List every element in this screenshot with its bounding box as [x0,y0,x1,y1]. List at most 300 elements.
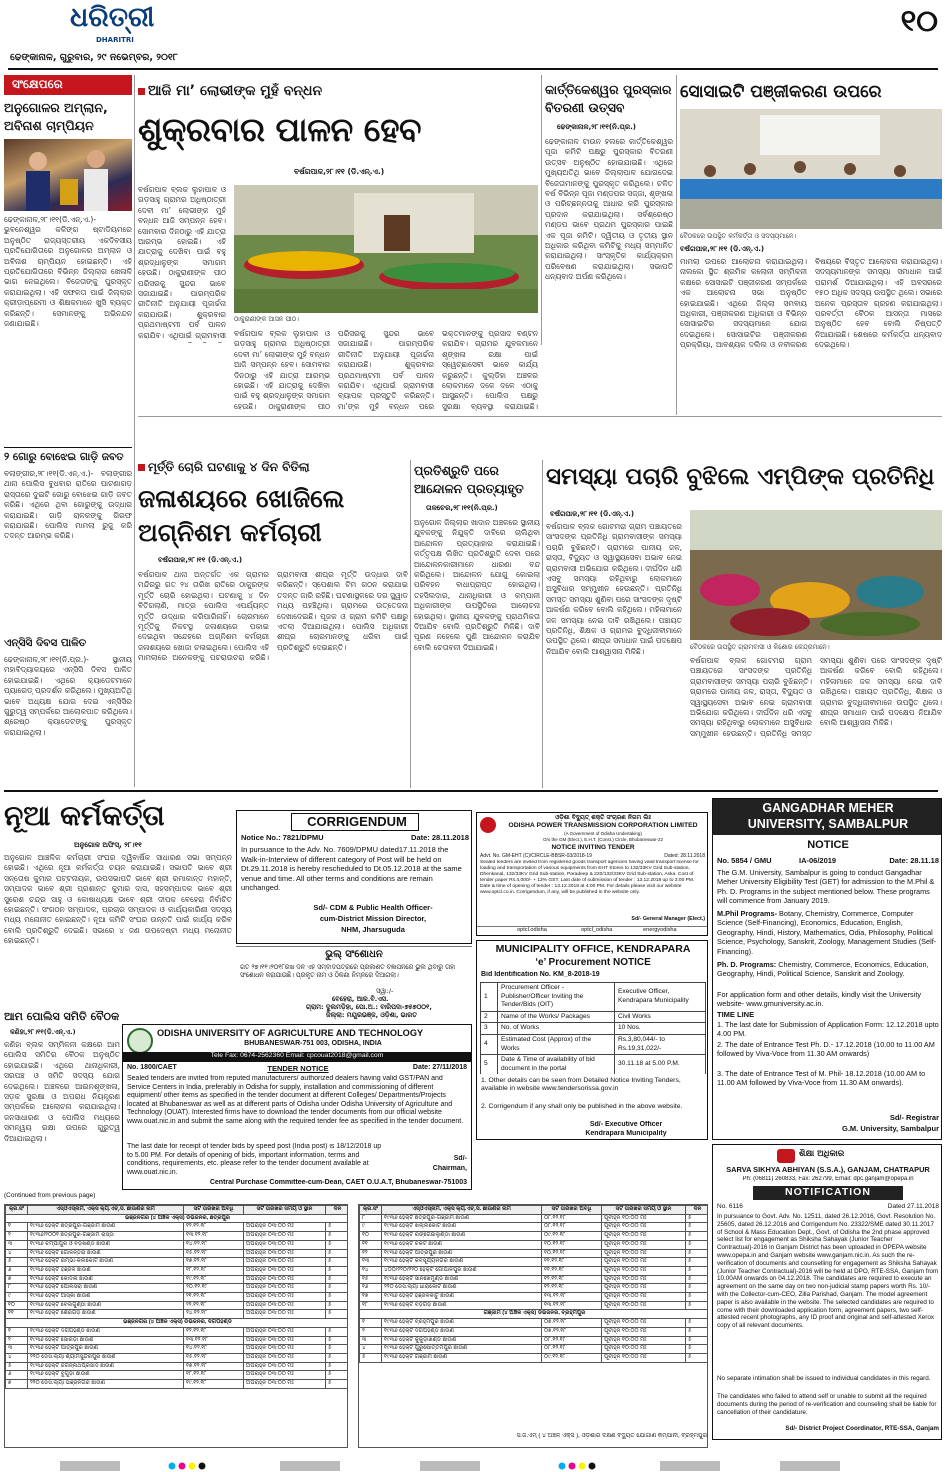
table-cell: ଅପରାହ୍ନ ୦୩:୦୦ ମିଃ [244,1223,326,1232]
table-cell: ୧୯୩୬ ହେକ୍ଟ ବୁଗୁଡ଼ା ଛାଉଣି [28,1371,184,1380]
municipality-table-cell: Date & Time of availability of bid document in the portal [498,1055,615,1074]
mp-body: ବର୍ଷଗପାଳ ବ୍ଲକ ଗୋଟମରା ଗ୍ରାମ ପଞ୍ଚାୟତରେ ସାଂସଦଙ୍କ ପ୍ରତିନିଧି ଗ୍ରାମବାସୀଙ୍କ ସମସ୍ୟା ପଚାରି ବୁଝିଛନ୍ତି। ଗ୍ରାମରେ ପାନୀୟ ଜଳ, ରାସ୍ତା, ବିଦ୍ୟୁତ ଓ ସ୍ୱାସ୍ଥ୍ୟସେବା ଅଭାବ ନେଇ ଗ୍ରାମବାସୀ ଅଭିଯୋଗ କରିଥିଲେ। ଦୀର୍ଘଦିନ ଧରି ଏସବୁ ସମସ୍ୟା ରହିଥିବାରୁ ଲୋକମାନେ ଅସୁବିଧାର ସମ୍ମୁଖୀନ ହେଉଛନ୍ତି। ପ୍ରତିନିଧି ସମସ୍ତ ସମସ୍ୟା ଶୁଣିବା ପରେ ସାଂସଦଙ୍କ ଦୃଷ୍ଟି ଆକର୍ଷଣ କରିବେ ବୋଲି କହିଥିଲେ। ମହିଳାମାନେ ଜଳ ସମସ୍ୟା ନେଇ ଦାବି ରଖିଥିଲେ। ପଞ୍ଚାୟତ ପ୍ରତିନିଧି, ଶିକ୍ଷକ ଓ ଗ୍ରାମର ବୁଦ୍ଧିଜୀବୀମାନେ ଉପସ୍ଥିତ ଥିଲେ। ଶୀଘ୍ର ସମାଧାନ ପାଇଁ ପଦକ୍ଷେପ ନିଆଯିବ ବୋଲି ଆଶ୍ୱାସନା ମିଳିଛି। [546,522,682,656]
municipality-table-row [481,983,706,1012]
table-row [360,1310,709,1319]
lead-kicker [138,83,538,103]
table-cell: ୧୦ [6,1301,28,1310]
table-cell: ୧୫.୧୨.୧୮ [184,1353,244,1362]
municipality-table-cell: Civil Works [615,1011,706,1023]
table-cell: ୧୫.୧୨.୧୮ [184,1249,244,1258]
table-cell: ୨୪.୧୨.୧୮ [184,1310,244,1319]
agitation-story [414,460,540,788]
table-cell: ପୂର୍ବାହ୍ନ ୧୦:୦୦ ମିଃ [602,1275,686,1284]
table-row [360,1293,709,1302]
table-cell: ୫ [686,1345,709,1354]
table-cell: ୫ [686,1275,709,1284]
table-cell: ଅପରାହ୍ନ ୦୩:୦୦ ମିଃ [244,1232,326,1241]
municipality-note-2: 2. Corrigendum if any shall only be published in the above website. [481,1103,683,1110]
table-cell: ୩ [6,1240,28,1249]
officers-headline: ନୂଆ କର୍ମକର୍ତ୍ତା [4,799,165,832]
table-cell: ୫ [326,1232,349,1241]
table-cell: ୧୮.୧୨.୧୮ [184,1266,244,1275]
table-cell: ୧୯୩୬ ହେକ୍ଟ ଗୋଳନ୍ତରା ଛାଉଣି [28,1249,184,1258]
table-cell: ଅପରାହ୍ନ ୦୩:୦୦ ମିଃ [244,1327,326,1336]
table-cell: ପୂର୍ବାହ୍ନ ୧୦:୦୦ ମିଃ [602,1353,686,1362]
masthead-logo-sub: DHARITRI [96,36,134,44]
ouat-title: ODISHA UNIVERSITY OF AGRICULTURE AND TECHNOLOGY [157,1028,424,1038]
table-cell: ୧୯୩୬ ହେକ୍ଟ ଦିଗପହଣ୍ଡି ଛାଉଣି [28,1327,184,1336]
table-cell: ୭ [6,1275,28,1284]
optcl-title: ODISHA POWER TRANSMISSION CORPORATION LIMITED [508,822,698,829]
optcl-logo-icon [480,817,496,833]
table-cell: ୫ [686,1293,709,1302]
table-cell: ୪ [6,1353,28,1362]
table-cell: ଅପରାହ୍ନ ୦୩:୦୦ ମିଃ [244,1284,326,1293]
officers-story [4,795,232,1007]
table-row [6,1336,349,1345]
table-cell: ୧୪.୧୨.୧୮ [184,1240,244,1249]
table-cell: ୧୯୩୬ ହେକ୍ଟ ଛତ୍ରପୁର-ଗଞ୍ଜାମ ଛାଉଣି [28,1223,184,1232]
table-cell: ୫ [326,1327,349,1336]
table-cell: ପୂର୍ବାହ୍ନ ୧୦:୦୦ ମିଃ [602,1293,686,1302]
table-cell: ୫ [326,1293,349,1302]
crowd-photo-icon [690,510,942,640]
brief-headline-3: ଏନ୍‌ସିସି ଦିବସ ପାଳିତ [4,637,87,649]
table-cell: ୨୨୦ ଡେସି.ଲ୍ୟା ଧାରାକୋଟ ଛାଉଣି [382,1284,542,1293]
table-row [360,1266,709,1275]
table-cell: ୦୯.୧୨.୧୮ [542,1232,602,1241]
table-row [360,1327,709,1336]
table-cell: ୧୯୩୬ ଚମ୍ପାପୁର ଓ ବଡ଼ଖଣ୍ଡି ଛାଉଣି [28,1240,184,1249]
brief-headline-2: ୨ ଗୋରୁ ବୋଝେଇ ଗାଡ଼ି ଜବତ [4,451,124,463]
table-cell: ଅପରାହ୍ନ ୦୩:୦୦ ମିଃ [244,1353,326,1362]
table-cell: ପୂର୍ବାହ୍ନ ୧୦:୦୦ ମିଃ [602,1345,686,1354]
table-row [6,1380,349,1389]
table-cell: ୧୯୩୬ ହେକ୍ଟ ପୁରୁଷୋତ୍ତମପୁର ଛାଉଣି [382,1345,542,1354]
brief-photo [4,139,132,211]
table-cell: ୨ [6,1232,28,1241]
table-cell: ୫ [686,1336,709,1345]
lead-body-col1: ବର୍ଷଗପାଳ ବ୍ଲକ ଲୁହାପାଳ ଓ ଗଡ଼ସାହୁ ଗ୍ରାମର ଅଧିଷ୍ଠାତ୍ରୀ ଦେବୀ ମା’ ଲୋଭୀଙ୍କ ମୁହଁ ବନ୍ଧନ ଆଜି ସମ୍ପନ୍ନ ହେବ। ସୋମବାର ଦିନଠାରୁ ଏହି ଯାତ୍ରା ଆରମ୍ଭ ହୋଇଛି। ଏହି ଯାତ୍ରାକୁ ଦେଖିବା ପାଇଁ ବହୁ ଶ୍ରଦ୍ଧାଳୁଙ୍କ ସମାଗମ ହେଉଛି। ଠାକୁରାଣୀଙ୍କ ପୀଠ ପରିସରକୁ ସୁନ୍ଦର ଭାବେ ସଜାଯାଇଛି। ପାରମ୍ପରିକ ରୀତିନୀତି ଅନୁଯାୟୀ ପୂଜାର୍ଚ୍ଚନା କରାଯାଉଛି। ଶୁକ୍ରବାର ପ୍ରଥମାଷ୍ଟମୀ ପର୍ବ ପାଳନ କରାଯିବ। ଏଥିପାଇଁ ଗ୍ରାମବାସୀ [138,185,226,340]
diver-kicker [138,460,408,478]
gmu-timeline-2: 2. The date of Entrance Test Ph. D.- 17.12.2018 (10.00 to 11.00 AM followed by Viva-Voce from 11.30 AM onwards) [717,1040,935,1059]
lead-photo-caption: ଠାକୁରାଣୀଙ୍କ ଆସନ ପୀଠ। [234,315,299,323]
table-cell: ୧୯୩୬ ହେକ୍ଟ କବିସୂର୍ଯ୍ୟନଗର ଛାଉଣି [382,1258,542,1267]
corrigendum-body: In pursuance to the Adv. No. 7609/DPMU dated17.11.2018 the Walk-in-Interview of different category of Post will be held on Dt.29.11.2018 is hereby rescheduled to Dt.05.12.2018 at the same venue and time. All other terms and conditions are remain unchanged. [241,845,462,892]
table-cell: ୫ [686,1240,709,1249]
table-cell: ପୂର୍ବାହ୍ନ ୧୦:୦୦ ମିଃ [602,1240,686,1249]
lead-kicker-text: ଆଜି ମା’ ଲୋଭୀଙ୍କ ମୁହଁ ବନ୍ଧନ [148,83,323,99]
table-cell: ଅପରାହ୍ନ ୦୩:୦୦ ମିଃ [244,1249,326,1258]
table-cell: ୫ [686,1353,709,1362]
table-row [6,1362,349,1371]
table-cell: ୧ [6,1223,28,1232]
officers-byline: ଅନୁଗୋଳ ଅଫିସ୍, ୨୮।୧୧ [74,841,142,849]
table-cell: ୫ [686,1258,709,1267]
table-cell: ୫ [686,1301,709,1310]
table-cell: ୫ [326,1266,349,1275]
ssa-sign: Sd/- District Project Coordinator, RTE-SSA, Ganjam [785,1425,939,1432]
table-cell: ୧୯୩୬ ହେକ୍ଟ ପାତ୍ରପୁର ଛାଉଣି [28,1345,184,1354]
table-cell: ୧୮ [360,1301,382,1310]
ouat-date: Date: 27/11/2018 [412,1064,467,1071]
municipality-bid: Bid Identification No. KM_8-2018-19 [481,971,600,978]
ssa-notice [712,1144,942,1440]
gmu-phd-list: Chemistry, Commerce, Economics, Education, Geography, Hindi, Political Science, Sanskrit and Zoology. [717,960,929,979]
table-cell: ୧୯୩୬ ହେକ୍ଟ ବେଲଗୁଣ୍ଠା ଛାଉଣି [28,1301,184,1310]
lead-body-lower: ବର୍ଷଗପାଳ ବ୍ଲକ ଲୁହାପାଳ ଓ ଗଡ଼ସାହୁ ଗ୍ରାମର ଅଧିଷ୍ଠାତ୍ରୀ ଦେବୀ ମା’ ଲୋଭୀଙ୍କ ମୁହଁ ବନ୍ଧନ ଆଜି ସମ୍ପନ୍ନ ହେବ। ସୋମବାର ଦିନଠାରୁ ଏହି ଯାତ୍ରା ଆରମ୍ଭ ହୋଇଛି। ଏହି ଯାତ୍ରାକୁ ଦେଖିବା ପାଇଁ ବହୁ ଶ୍ରଦ୍ଧାଳୁଙ୍କ ସମାଗମ ହେଉଛି। ଠାକୁରାଣୀଙ୍କ ପୀଠ ପରିସରକୁ ସୁନ୍ଦର ଭାବେ ସଜାଯାଇଛି। ପାରମ୍ପରିକ ରୀତିନୀତି ଅନୁଯାୟୀ ପୂଜାର୍ଚ୍ଚନା କରାଯାଉଛି। ଶୁକ୍ରବାର ପ୍ରଥମାଷ୍ଟମୀ ପର୍ବ ପାଳନ କରାଯିବ। ଏଥିପାଇଁ ଗ୍ରାମବାସୀ ବ୍ୟାପକ ପ୍ରସ୍ତୁତି କରିଛନ୍ତି। ମା’ଙ୍କ ମୁହଁ ବନ୍ଧନ ପରେ ଭକ୍ତମାନଙ୍କୁ ପ୍ରସାଦ ବଣ୍ଟନ କରାଯିବ। ଗ୍ରାମର ଯୁବକମାନେ ଶୃଙ୍ଖଳା ରକ୍ଷା ପାଇଁ ସ୍ୱେଚ୍ଛାସେବୀ ଭାବେ କାର୍ଯ୍ୟ କରୁଛନ୍ତି। କୁଲ୍ଡିହା ଅଞ୍ଚଳର ଲୋକମାନେ ଦଳେ ଦଳେ ଏଠାକୁ ଆସୁଛନ୍ତି। ପୋଲିସ ପକ୍ଷରୁ ସୁରକ୍ଷା ବ୍ୟବସ୍ଥା କରାଯାଇଛି। [234,329,538,411]
registration-marks-icon [0,1459,945,1472]
masthead-dateline: ଢେଙ୍କାନାଳ, ଗୁରୁବାର, ୨୯ ନଭେମ୍ବର, ୨୦୧୮ [10,52,178,63]
gmu-timeline-1: 1. The last date for Submission of Application Form: 12.12.2018 upto 4.00 PM. [717,1020,939,1039]
agitation-body: ଅନୁଗୋଳ ଜିଲ୍ଲାର ଖାଦାନ ଅଞ୍ଚଳରେ ସ୍ଥାନୀୟ ଯୁବକଙ୍କୁ ନିଯୁକ୍ତି ଦାବିରେ ଚାଲିଥିବା ଆନ୍ଦୋଳନ ପ୍ରତ୍ୟାହାର କରାଯାଇଛି। କର୍ତ୍ତୃପକ୍ଷ ଲିଖିତ ପ୍ରତିଶ୍ରୁତି ଦେବା ପରେ ଆନ୍ଦୋଳନକାରୀମାନେ ଧାରଣା ବନ୍ଦ କରିଥିଲେ। ଆନ୍ଦୋଳନ ଯୋଗୁ କୋଇଲା ପରିବହନ ବାଧାପ୍ରାପ୍ତ ହୋଇଥିଲା। ତହସିଲଦାର, ଥାନାଧିକାରୀ ଓ କମ୍ପାନୀ ଅଧିକାରୀଙ୍କ ଉପସ୍ଥିତିରେ ଆଲୋଚନା ହୋଇଥିଲା। ସ୍ଥାନୀୟ ଯୁବକଙ୍କୁ ପ୍ରାଥମିକତା ଦିଆଯିବ ବୋଲି ପ୍ରତିଶ୍ରୁତି ମିଳିଛି। ଦାବି ପୂରଣ ନହେଲେ ପୁଣି ଆନ୍ଦୋଳନ କରାଯିବ ବୋଲି ଚେତାବନୀ ଦିଆଯାଇଛି। [414,518,540,652]
table-cell: ୧୩.୧୨.୧୮ [542,1301,602,1310]
municipality-table-row [481,1023,706,1035]
municipality-table-cell: 2 [481,1011,498,1023]
table-cell: ଅପରାହ୍ନ ୦୩:୦୦ ମିଃ [244,1310,326,1319]
table-cell: ୫ [326,1249,349,1258]
table-cell: ୫ [326,1353,349,1362]
table-row [360,1284,709,1293]
table-cell: ୦୮.୧୨.୧୮ [542,1223,602,1232]
table-cell: ଅପରାହ୍ନ ୦୩:୦୦ ମିଃ [244,1336,326,1345]
ssa-logo: ଶିକ୍ଷା ଅଧିକାର [799,1149,845,1159]
gmu-mphil [717,909,939,959]
table-cell: ୫ [326,1345,349,1354]
ouat-tel: Tele Fax: 0674-2562360 Email: cpcouat2018@gmail.com [210,1052,384,1059]
table-cell: ୦୮.୧୨.୧୮ [542,1214,602,1223]
bhul-body: ଗତ ୨୭।୧୧।୨୦୧୮ରିଖ ଦିନ ଏହି ସମ୍ବାଦପତ୍ରରେ ପ୍ରକାଶିତ ବିଜ୍ଞାପନରେ ଭୁଲ ଥିବାରୁ ତାହା ସଂଶୋଧନ କରାଯାଉଛି। ପ୍ରକୃତ ନାମ ଓ ଠିକଣା ନିମ୍ନରେ ଦିଆଗଲା। [240,964,456,979]
corrigendum-notice [236,810,472,944]
optcl-social-3[interactable]: energyodisha [643,927,677,933]
municipality-title: MUNICIPALITY OFFICE, KENDRAPARA [495,943,691,955]
table-header-cell: ସର୍ଟ ତାରିଖର ଅବଧି [542,1206,602,1215]
gmu-sign-2: G.M. University, Sambalpur [842,1124,939,1133]
ouat-logo-icon [127,1028,153,1054]
table-cell: ୦୮.୧୨.୧୮ [542,1345,602,1354]
table-cell: ୩ [360,1336,382,1345]
mp-story [546,460,942,788]
corrigendum-sign-3: NHM, Jharsuguda [341,925,405,934]
gmu-timeline-3: 3. The date of Entrance Test of M. Phil- 18.12.2018 (10.00 AM to 11.00 AM followed by Viva-Voce from 11.30 AM onwards). [717,1069,926,1088]
table-cell: ୧୯୩୬ ହେକ୍ଟ ଚିକିଟି ଛାଉଣି [382,1240,542,1249]
mp-headline: ସମସ୍ୟା ପଚାରି ବୁଝିଲେ ଏମ୍‌ପିଙ୍କ ପ୍ରତିନିଧି [546,464,935,490]
table-cell: ୧୦ [360,1232,382,1241]
table-cell: ୫ [326,1223,349,1232]
municipality-table-cell: 10 Nos. [615,1023,706,1035]
table-row [6,1319,349,1328]
table-cell: ୫ [326,1371,349,1380]
municipality-sign-2: Kendrapara Municipality [585,1130,667,1137]
kicker-bullet-icon [138,464,145,471]
table-cell: ୪ [6,1249,28,1258]
ouat-tender-title: TENDER NOTICE [267,1064,329,1073]
table-row [6,1345,349,1354]
meeting-photo-icon [680,109,942,229]
table-cell: ୧୯୩୬ ହେକ୍ଟ ଗଞ୍ଜାମ ଛାଉଣି [382,1353,542,1362]
ouat-notice [122,1024,472,1190]
police-story [4,1010,120,1200]
optcl-notice [476,812,708,936]
table-section-cell: ଭଞ୍ଜନଗର (୪ ଅଞ୍ଚଳ ଏକ୍ସ) ଡିଭିଜନର, ଛତ୍ରପୁର [6,1214,349,1223]
table-cell: ୧୩.୧୨.୧୮ [542,1293,602,1302]
table-row [360,1249,709,1258]
corrigendum-title: CORRIGENDUM [307,814,407,829]
bhul-notice [236,946,472,1020]
table-cell: ପୂର୍ବାହ୍ନ ୧୦:୦୦ ମିଃ [602,1266,686,1275]
brief-body-3: ଢେଙ୍କାନାଳ,୨୮।୧୧(ନି.ପ୍ର.)- ସ୍ଥାନୀୟ ମହାବିଦ୍ୟାଳୟରେ ଏନ୍‌ସିସି ଦିବସ ପାଳିତ ହୋଇଯାଇଛି। ଏଥିରେ କ୍ୟାଡେଟମାନେ ପ୍ୟାରେଡ୍ ପ୍ରଦର୍ଶନ କରିଥିଲେ। ମୁଖ୍ୟଅତିଥି ଭାବେ ଅଧ୍ୟକ୍ଷ ଯୋଗ ଦେଇ ଏନ୍‌ସିସିର ଗୁରୁତ୍ୱ ସମ୍ପର୍କରେ ଆଲୋକପାତ କରିଥିଲେ। ଶ୍ରେଷ୍ଠ କ୍ୟାଡେଟଙ୍କୁ ପୁରସ୍କୃତ କରାଯାଇଥିଲା। [4,655,132,737]
table-row [360,1301,709,1310]
ouat-no: No. 1800/CAET [127,1064,177,1071]
gmu-phd [717,960,939,990]
table-cell: ୧୬ [360,1284,382,1293]
table-cell: ୫ [326,1284,349,1293]
gmu-ia: IA-06/2019 [799,856,837,865]
municipality-sign-1: Sd/- Executive Officer [589,1121,663,1128]
table-row [6,1232,349,1241]
table-header-cell: କ୍ର.ସଂ [360,1206,382,1215]
ouat-body: Sealed tenders are invited from reputed manufacturers/ authorized dealers having valid GST/PAN and Service Centers in India, preferably in Odisha for supply, installation and commissioning of different equipment/ other items as specified in the tender document at different Colleges/ Departments/Projects located at Bhubaneswar as well as at different parts of Odisha under Odisha University of Agriculture and Technology (OUAT). Interested firms have to download the tender documents from our official website www.ouat.nic.in and submit the same along with the required tender fee as specified in the tender document. [127,1075,464,1125]
table-cell: ୧୧.୧୨.୧୮ [542,1258,602,1267]
optcl-social-2[interactable]: optcl_odisha [581,927,613,933]
gmu-phd-heading: Ph. D. Programs: [717,960,777,969]
table-row [360,1232,709,1241]
municipality-table-cell: Executive Officer, Kendrapara Municipality [615,983,706,1012]
bhul-addr: ଗ୍ରାମ: ଦୁଲମଡ଼ିହା, ପୋ.ଅ.: ବାରିପଦା-୭୫୭୦୦୧, [306,1003,432,1011]
table-cell: ୧୮.୧୨.୧୮ [184,1371,244,1380]
ssa-nosep: No separate intimation shall be issued to individual candidates in this regard. [717,1375,931,1382]
table-cell: ୫ [686,1319,709,1328]
lead-story [138,75,538,343]
police-byline: କଣିହା,୨୮।୧୧(ଡି.ଏନ୍.ଏ.) [10,1028,76,1036]
table-cell: ୧୯୩୬ ହେକ୍ଟ ଆସ୍କା ଛାଉଣି [28,1293,184,1302]
table-cell: ପୂର୍ବାହ୍ନ ୧୦:୦୦ ମିଃ [602,1301,686,1310]
table-cell: ୧୨.୧୨.୧୮ [184,1327,244,1336]
municipality-table-cell: Procurement Officer - Publisher/Officer Inviting the Tender/Bids (OIT) [498,983,615,1012]
continued-footer: ସି.ଜି.ଏମ୍ ( ୪ ଅଞ୍ଚଳ ଏକ୍ସ ), ଓଡ଼ିଶାର ଦକ୍ଷିଣ ବିଦ୍ୟୁତ ଯୋଗାଣ କମ୍ପାନୀ, ବ୍ରହ୍ମପୁର [516,1433,707,1439]
table-cell: ୫ [326,1258,349,1267]
ouat-sign-2: Chairman, [432,1165,467,1172]
table-cell: ୧୯୩୬ ହେକ୍ଟ ରଙ୍ଗେଇଲୁଣ୍ଡା ଛାଉଣି [382,1232,542,1241]
table-header-cell: ସର୍ଟ ତାରିଖର ଅବଧି [184,1206,244,1215]
municipality-table-cell: Rs.3,80,044/- to Rs.19,31,022/- [615,1034,706,1054]
table-cell: ଅପରାହ୍ନ ୦୩:୦୦ ମିଃ [244,1275,326,1284]
brief-body-1: ଢେଙ୍କାନାଳ,୨୮।୧୧(ଡି.ଏନ୍.ଏ.)- ଭୁବନେଶ୍ୱର କଳିଙ୍ଗ ଷ୍ଟାଡିୟମରେ ଅନୁଷ୍ଠିତ ରାଜ୍ୟସ୍ତରୀୟ ଏକଦିବସୀୟ ପ୍ରତିଯୋଗିତାରେ ଅନୁଗୋଳର ଅମ୍ଲାନ ଓ ଅବିନାଶ ଚାମ୍ପିୟନ ହୋଇଛନ୍ତି। ଏହି ପ୍ରତିଯୋଗିତାରେ ବିଭିନ୍ନ ଜିଲ୍ଲାର ଖେଳାଳି ଭାଗ ନେଇଥିଲେ। ବିଜେତାଙ୍କୁ ପୁରସ୍କୃତ କରାଯାଇଥିଲା। ଏହି ସଫଳତା ପାଇଁ ଜିଲ୍ଲାର କ୍ରୀଡ଼ାପ୍ରେମୀ ଓ ଶିକ୍ଷକମାନେ ଖୁସି ବ୍ୟକ୍ତ କରିଛନ୍ତି। ସେମାନଙ୍କୁ ଅଭିନନ୍ଦନ ଜଣାଯାଇଛି। [4,215,132,329]
table-cell: ଅପରାହ୍ନ ୦୩:୦୦ ମିଃ [244,1380,326,1389]
table-row [360,1319,709,1328]
table-cell: ୮ [360,1214,382,1223]
municipality-table-wrap [480,982,706,1074]
mp-photo-caption: ବୈଠକରେ ଉପସ୍ଥିତ ଗ୍ରାମବାସୀ ଓ କିଶୋର କେନ୍ଦ୍ରମାନେ। [690,643,830,651]
brief-column [4,75,132,787]
ssa-title: SARVA SIKHYA ABHIYAN (S.S.A.), GANJAM, CHATRAPUR [726,1165,930,1174]
table-cell: ୫ [326,1275,349,1284]
table-row [6,1284,349,1293]
table-cell: ୧୨.୧୨.୧୮ [542,1275,602,1284]
brief-headline-1: ଅନୁଗୋଳର ଅମ୍ଲାନ, ଅବିନାଶ ଚାମ୍ପିୟନ [4,100,108,133]
table-header-cell: ଦିନ [686,1206,709,1215]
table-row [6,1214,349,1223]
table-cell: ୫ [326,1380,349,1389]
continued-table-right-grid [359,1205,708,1363]
table-cell: ୯ [360,1223,382,1232]
table-cell: ଅପରାହ୍ନ ୦୩:୦୦ ମିଃ [244,1362,326,1371]
bhul-sign: ସ୍ୱା:/- [376,987,394,995]
police-headline: ଆମ ପୋଲିସ ସମିତି ବୈଠକ [4,1010,120,1023]
award-story [545,75,673,415]
table-cell: ଅପରାହ୍ନ ୦୩:୦୦ ମିଃ [244,1293,326,1302]
table-cell: ୨ [360,1327,382,1336]
ssa-no: No. 6116 [717,1203,743,1210]
table-cell: ୫ [686,1223,709,1232]
table-header-cell: ଏସ୍‌ଓଏସ୍‌ନାମ, ଏକ୍ସ କ୍ୟ.ଏଚ୍.ସି. ଛାଉଣିର ନାମ [28,1206,184,1215]
optcl-social-1[interactable]: optcl.odisha [517,927,547,933]
optcl-date: Dated: 28.11.2018 [664,853,705,859]
lead-byline: ବର୍ଷଗପାଳ,୨୮।୧୧ (ଡି.ଏନ୍.ଏ.) [294,167,385,176]
municipality-note-1: 1. Other details can be seen from Detailed Notice Inviting Tenders, available in website www.tendersorissa.gov.in [481,1077,681,1093]
table-cell: ୨ [6,1336,28,1345]
table-cell: ୫ [686,1232,709,1241]
table-cell: ୧୭.୧୨.୧୮ [184,1258,244,1267]
table-cell: ୧୧ [360,1240,382,1249]
table-cell: ୦୯.୧୨.୧୮ [542,1353,602,1362]
table-cell: ୧୩ [360,1258,382,1267]
brief-body-2: ବଲାଙ୍ଗୀର,୨୮।୧୧(ଡି.ଏନ୍.ଏ.)- ବଲାଙ୍ଗୀର ଥାନା ପୋଲିସ ବୁଧବାର ରାତିରେ ପାଟଣାଗଡ଼ ରାସ୍ତାରେ ଦୁଇଟି ଗୋରୁ ବୋଝେଇ ଗାଡ଼ି ଜବତ କରିଛି। ଏଥିରେ ଥିବା ଗୋରୁଙ୍କୁ ଉଦ୍ଧାର କରାଯାଇଛି। ଗାଡ଼ି ଚାଳକଙ୍କୁ ଗିରଫ କରାଯାଇଛି। ପୋଲିସ ମାମଲା ରୁଜୁ କରି ତଦନ୍ତ ଆରମ୍ଭ କରିଛି। [4,469,132,541]
table-cell: ୫ [326,1240,349,1249]
table-row [360,1223,709,1232]
table-cell: ୧୦.୧୨.୧୮ [542,1240,602,1249]
table-header-cell: ସର୍ଟ ତାରିଖର ସମୟ ଓ ସ୍ଥାନ [602,1206,686,1215]
gmu-timeline-heading: TIME LINE [717,1010,755,1019]
table-cell: ଅପରାହ୍ନ ୦୩:୦୦ ମିଃ [244,1345,326,1354]
diver-story [138,460,408,788]
shrine-photo-icon [234,185,538,313]
optcl-sign: Sd/- General Manager (Elect.) [631,916,705,922]
optcl-body: Sealed tenders are invited from registered goods transport agencies having valid transport license for loading and transportation of various equipments from EHT Stores to 132/33KV Grid Sub-station, Dhenkanal, 132/33KV Grid Sub-station, Paradeep & 220/132/33KV Grid Sub-station, Aska. Cost of tender paper Rs.4,000/- + 12% GST. Last date of submission of tender : 13.12.2018 up to 3:00 PM. Date & time of opening of tender : 13.12.2018 at 4:00 PM. For details please visit our website www.optcl.co.in. Corrigendum, if any, will be published in the website only. [480,860,699,896]
table-cell: ୧୯୩୬ ହେକ୍ଟ ହିଞ୍ଜିଳି ଛାଉଣି [28,1266,184,1275]
ouat-sign-1: Sd/- [453,1155,467,1162]
table-cell: ୧୯୩୬ ହେକ୍ଟ ଛତ୍ରପୁର-ଗଞ୍ଜାମ ଛାଉଣି [382,1214,542,1223]
optcl-sub: (A Government of Odisha Undertaking) [564,831,642,836]
corrigendum-no: Notice No.: 7821/DPMU [241,833,324,842]
table-row [6,1353,349,1362]
table-cell: ୧୧.୧୨.୧୮ [542,1266,602,1275]
lead-headline: ଶୁକ୍ରବାର ପାଳନ ହେବ [138,110,422,149]
table-cell: ୧୫ [360,1275,382,1284]
table-cell: ୧୯୩୬ ହେକ୍ଟ ଦିଗପହଣ୍ଡି ଛାଉଣି [382,1327,542,1336]
table-header-cell: ଦିନ [326,1206,349,1215]
table-cell: ୫ [326,1301,349,1310]
bhul-dist: ଜିଲ୍ଲା: ମୟୂରଭଞ୍ଜ, ଓଡ଼ିଶା, ଭାରତ [326,1011,417,1019]
award-headline: କାର୍ତ୍ତିକେଶ୍ୱର ପୁରସ୍କାର ବିତରଣୀ ଉତ୍ସବ [545,82,672,115]
table-row [6,1327,349,1336]
table-cell: ଅପରାହ୍ନ ୦୩:୦୦ ମିଃ [244,1301,326,1310]
table-cell: ୫ [686,1327,709,1336]
agitation-headline: ପ୍ରତିଶ୍ରୁତି ପରେ ଆନ୍ଦୋଳନ ପ୍ରତ୍ୟାହୃତ [414,463,524,496]
table-row [360,1275,709,1284]
continued-table-left-grid [5,1205,348,1389]
table-cell: ୦୭.୧୨.୧୮ [542,1327,602,1336]
masthead [0,0,945,70]
society-body: ମାମଲା ଉପରେ ଆଲୋଚନା କରାଯାଇଥିଲା। ନାଲକୋ ସ୍ଥିତ ଶ୍ରମିକ କଲୋନୀ ସମ୍ମିଳନୀ କକ୍ଷରେ ସୋସାଇଟି ପଞ୍ଜୀକରଣ ସମ୍ପର୍କରେ ଏକ ଆଲୋଚନା ସଭା ଅନୁଷ୍ଠିତ ହୋଇଯାଇଛି। ଏଥିରେ ଜିଲ୍ଲା ସମବାୟ ଅଧିକାରୀ, ପଞ୍ଜୀକରଣ ଅଧିକାରୀ ଓ ବିଭିନ୍ନ ସୋସାଇଟିର ସଦସ୍ୟମାନେ ଯୋଗ ଦେଇଥିଲେ। ସୋସାଇଟିର ପଞ୍ଜୀକରଣ ପ୍ରକ୍ରିୟା, ଆବଶ୍ୟକ ଦଲିଲ ଓ ନବୀକରଣ ବିଷୟରେ ବିସ୍ତୃତ ଆଲୋଚନା କରାଯାଇଥିଲା। ସଦସ୍ୟମାନଙ୍କ ସମସ୍ୟା ସମାଧାନ ପାଇଁ ପରାମର୍ଶ ଦିଆଯାଇଥିଲା। ଏହି ଅବସରରେ ୧୫୦ ଅଧିକ ସଦସ୍ୟ ଉପସ୍ଥିତ ଥିଲେ। ସଭାରେ ଅନେକ ପ୍ରସ୍ତାବ ଗ୍ରହଣ କରାଯାଇଥିଲା। ପରବର୍ତ୍ତୀ ବୈଠକ ଆସନ୍ତା ମାସରେ ଅନୁଷ୍ଠିତ ହେବ ବୋଲି ନିଷ୍ପତ୍ତି ନିଆଯାଇଛି। ଶେଷରେ କର୍ମକର୍ତ୍ତା ଧନ୍ୟବାଦ ଦେଇଥିଲେ। [680,257,942,350]
optcl-top: ଓଡ଼ିଶା ବିଦ୍ୟୁତ୍ ଶକ୍ତି ସଂଚାରଣ ନିଗମ ଲିଃ [555,814,651,821]
table-cell: ୭ [6,1380,28,1389]
table-cell: ପୂର୍ବାହ୍ନ ୧୦:୦୦ ମିଃ [602,1336,686,1345]
table-row [6,1293,349,1302]
table-cell: ୧ [360,1319,382,1328]
gmu-no: No. 5854 / GMU [717,856,772,865]
table-cell: ୧୯୩୬ ହେକ୍ଟ କୋଦଳା ଛାଉଣି [28,1275,184,1284]
optcl-addr: O/o the GM (Elect.), E.H.T. (Const.) Circle, Bhubaneswar-22 [542,837,664,842]
table-row [6,1266,349,1275]
ssa-fail: The candidates who failed to attend self or unable to submit all the required documents during the period of re-verification and counseling shall be liable for cancellation of their candidature. [717,1393,937,1416]
table-cell: ୧୯୩୬ ହେକ୍ଟ ରମ୍ଭା-କଲିକୋଟ ଛାଉଣି [28,1258,184,1267]
diver-byline: ବର୍ଷଗପାଳ,୨୮।୧୧ (ଡି.ଏନ୍.ଏ.) [158,556,243,564]
table-cell: ୧୧ [6,1310,28,1319]
table-cell: ୧ [6,1327,28,1336]
table-row [360,1336,709,1345]
gmu-notice-label: NOTICE [807,839,849,851]
table-cell: ୨୨୦ ଡେସି.ଲ୍ୟା ଶ୍ୟାମସୁନ୍ଦରପୁର ଛାଉଣି [28,1353,184,1362]
table-cell: ୧୯୩୬ ହେକ୍ଟ ସୋରଡ଼ା ଛାଉଣି [28,1336,184,1345]
municipality-table-cell: No. of Works [498,1023,615,1035]
table-cell: ୩ [6,1345,28,1354]
continued-table-right [358,1204,708,1448]
table-cell: ୯ [6,1293,28,1302]
ssa-ph: Ph: (06811) 260833, Fax: 262799, Email: dpc.ganjam@opepa.in [742,1176,914,1182]
municipality-table-cell: 5 [481,1055,498,1074]
table-cell: ଅପରାହ୍ନ ୦୩:୦୦ ମିଃ [244,1371,326,1380]
table-cell: ୪ [360,1345,382,1354]
ssa-body: In pursuance to Govt. Adv. No. 12511, dated 26.12.2016, Govt. Resolution No. 25605, dated 26.12.2016 and Corrigendum No. 23322/SME dated 30.11.2017 of School & Mass Education Dept., Govt. of Odisha the 2nd phase approved select list for engagement as Shiksha Sahayak (Junior Teacher Contractual)-2016 in Ganjam District has been uploaded in OPEPA website www.opepa.in and Ganjam website www.ganjam.nic.in. As such the re-verification of documents and counselling for engagement as Shiksha Sahayak (Junior Teacher Contractual)-2016 will be held at DPO, RTE-SSA, Ganjam from 10.00AM onwards on 04.12.2018. The candidates are required to execute an agreement on the same day on two non-judicial stamp papers worth Rs. 10/- with the Collector-cum-CEO, Zilla Parishad, Ganjam. The model agreement paper is also available in the website. The selected candidates are required to come with their downloaded application form, agreement papers, two self-attested recent photographs, any ID proof and original and self-attested Xerox copy of all relevant documents. [717,1213,939,1330]
municipality-table-row [481,1055,706,1074]
table-cell: ପୂର୍ବାହ୍ନ ୧୦:୦୦ ମିଃ [602,1223,686,1232]
continued-table-section [4,1192,708,1464]
bhul-name: ବେହେରା, ଆର.ବି.ଏସ. [332,995,389,1003]
ssa-banner: NOTIFICATION [785,1186,871,1198]
mp-body-2: ବର୍ଷଗପାଳ ବ୍ଲକ ଗୋଟମରା ଗ୍ରାମ ପଞ୍ଚାୟତରେ ସାଂସଦଙ୍କ ପ୍ରତିନିଧି ଗ୍ରାମବାସୀଙ୍କ ସମସ୍ୟା ପଚାରି ବୁଝିଛନ୍ତି। ଗ୍ରାମରେ ପାନୀୟ ଜଳ, ରାସ୍ତା, ବିଦ୍ୟୁତ ଓ ସ୍ୱାସ୍ଥ୍ୟସେବା ଅଭାବ ନେଇ ଗ୍ରାମବାସୀ ଅଭିଯୋଗ କରିଥିଲେ। ଦୀର୍ଘଦିନ ଧରି ଏସବୁ ସମସ୍ୟା ରହିଥିବାରୁ ଲୋକମାନେ ଅସୁବିଧାର ସମ୍ମୁଖୀନ ହେଉଛନ୍ତି। ପ୍ରତିନିଧି ସମସ୍ତ ସମସ୍ୟା ଶୁଣିବା ପରେ ସାଂସଦଙ୍କ ଦୃଷ୍ଟି ଆକର୍ଷଣ କରିବେ ବୋଲି କହିଥିଲେ। ମହିଳାମାନେ ଜଳ ସମସ୍ୟା ନେଇ ଦାବି ରଖିଥିଲେ। ପଞ୍ଚାୟତ ପ୍ରତିନିଧି, ଶିକ୍ଷକ ଓ ଗ୍ରାମର ବୁଦ୍ଧିଜୀବୀମାନେ ଉପସ୍ଥିତ ଥିଲେ। ଶୀଘ୍ର ସମାଧାନ ପାଇଁ ପଦକ୍ଷେପ ନିଆଯିବ ବୋଲି ଆଶ୍ୱାସନା ମିଳିଛି। [690,656,942,738]
table-cell: ୧୯୩୬ ହେକ୍ଟ ଶେରଗଡ଼ ଛାଉଣି [28,1310,184,1319]
table-cell: ୧୨.୧୨.୧୮ [184,1223,244,1232]
table-cell: ୫ [686,1249,709,1258]
table-row [360,1214,709,1223]
gmu-intro: The G.M. University, Sambalpur is going to conduct Gangadhar Meher University Eligibility Test (GET) for admission to the M.Phil & Ph. D. Programs in the subject mentioned below. These programs will commence from January 2019. [717,868,935,906]
table-cell: ୫ [686,1266,709,1275]
continued-table-left [4,1204,348,1448]
table-row [6,1249,349,1258]
table-cell: ୬ [6,1371,28,1380]
society-byline: ବର୍ଷଗପାଳ,୨୮।୧୧ (ଡି.ଏନ୍.ଏ.) [680,245,765,253]
table-row [6,1275,349,1284]
table-cell: ୧୯୩୬/୨୦୦୧ ଛତ୍ରପୁର-ଗଞ୍ଜାମ ରାସ୍ତା [28,1232,184,1241]
brief-banner-label: ସଂକ୍ଷେପରେ [12,77,63,91]
ssa-logo-icon [777,1149,795,1163]
award-byline: ଢେଙ୍କାନାଳ,୨୮।୧୧(ନି.ପ୍ର.) [557,123,636,131]
table-cell: ଅପରାହ୍ନ ୦୩:୦୦ ମିଃ [244,1240,326,1249]
society-photo-caption: ବୈଠକରେ ଉପସ୍ଥିତ କର୍ମକର୍ତ୍ତା ଓ ସଦସ୍ୟମାନେ। [680,232,797,240]
table-cell: ଅପରାହ୍ନ ୦୩:୦୦ ମିଃ [244,1258,326,1267]
table-row [6,1258,349,1267]
ssa-date: Dated 27.11.2018 [887,1203,939,1210]
table-cell: ୧୩.୧୨.୧୮ [184,1232,244,1241]
municipality-table-row [481,1034,706,1054]
table-cell: ୫ [326,1362,349,1371]
kicker-bullet-icon [138,88,145,95]
corrigendum-sign-2: cum-District Mission Director, [319,914,427,923]
table-cell: ୧୪.୧୨.୧୮ [184,1345,244,1354]
people-photo-icon [4,139,132,211]
table-cell: ୧୯୩୬ ହେକ୍ଟ ବ୍ରହ୍ମପୁର ଛାଉଣି [382,1319,542,1328]
